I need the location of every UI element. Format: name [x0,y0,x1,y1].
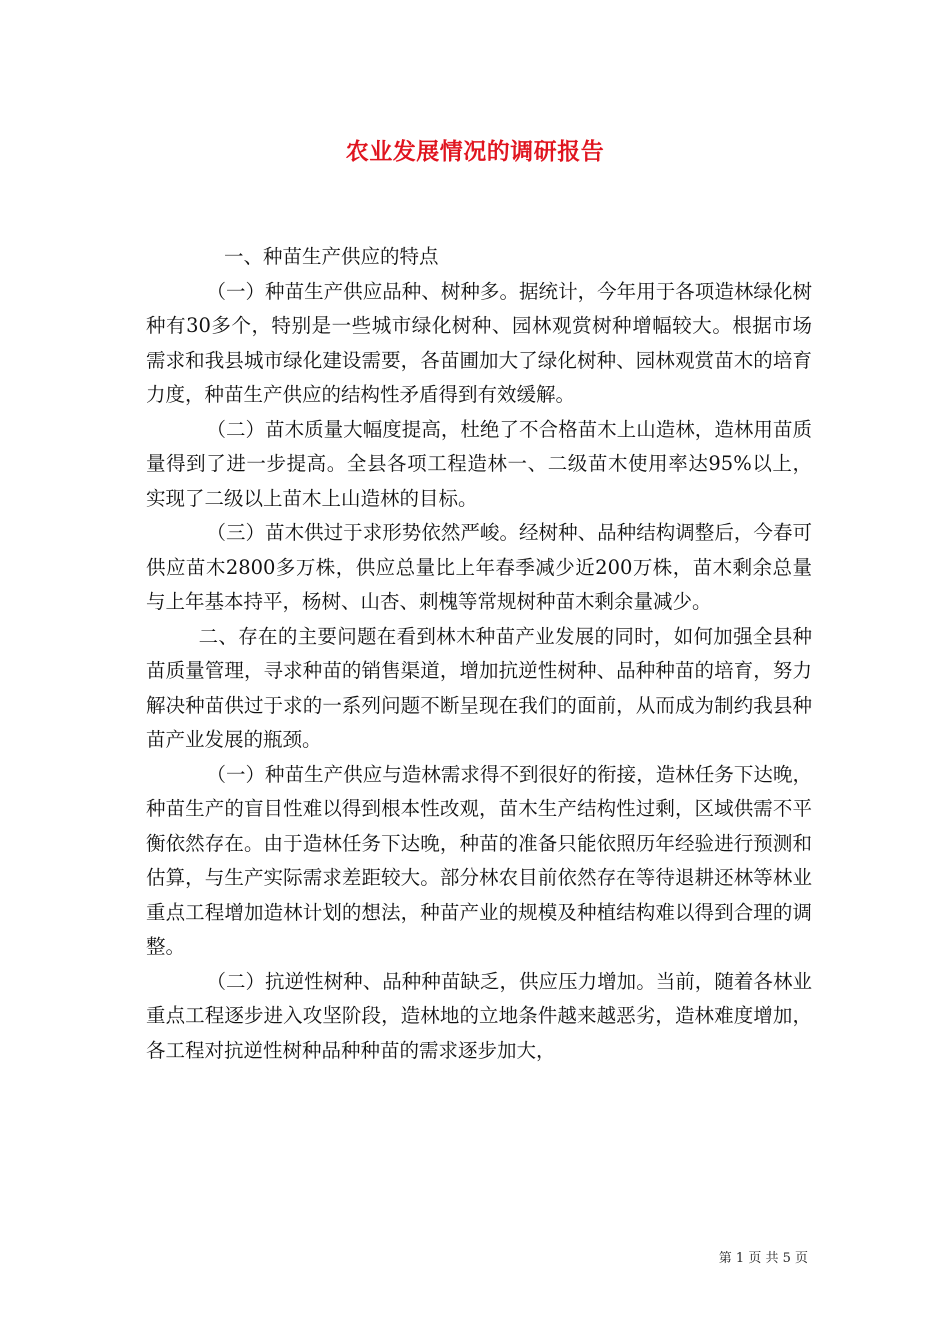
paragraph-1-1: （一）种苗生产供应品种、树种多。据统计，今年用于各项造林绿化树种有30多个，特别是一些城市绿化树种、园林观赏树种增幅较大。根据市场需求和我县城市绿化建设需要，各苗圃加大了绿化树种、园林观赏苗木的培育力度，种苗生产供应的结构性矛盾得到有效缓解。 [146,279,812,406]
paragraph-1-2: （二）苗木质量大幅度提高，杜绝了不合格苗木上山造林，造林用苗质量得到了进一步提高。全县各项工程造林一、二级苗木使用率达95%以上，实现了二级以上苗木上山造林的目标。 [146,417,812,510]
paragraph-2-1: （一）种苗生产供应与造林需求得不到很好的衔接，造林任务下达晚，种苗生产的盲目性难以得到根本性改观，苗木生产结构性过剩，区域供需不平衡依然存在。由于造林任务下达晚，种苗的准备只能依照历年经验进行预测和估算，与生产实际需求差距较大。部分林农目前依然存在等待退耕还林等林业重点工程增加造林计划的想法，种苗产业的规模及种植结构难以得到合理的调整。 [146,762,812,958]
section-paragraph-2: 二、存在的主要问题在看到林木种苗产业发展的同时，如何加强全县种苗质量管理，寻求种苗的销售渠道，增加抗逆性树种、品种种苗的培育，努力解决种苗供过于求的一系列问题不断呈现在我们的面前，从而成为制约我县种苗产业发展的瓶颈。 [146,624,812,751]
section-heading-1: 一、种苗生产供应的特点 [224,245,439,268]
document-body [146,240,812,1068]
paragraph-2-2: （二）抗逆性树种、品种种苗缺乏，供应压力增加。当前，随着各林业重点工程逐步进入攻坚阶段，造林地的立地条件越来越恶劣，造林难度增加，各工程对抗逆性树种品种种苗的需求逐步加大， [146,969,812,1062]
page-footer: 第 1 页 共 5 页 [718,1251,808,1266]
document-title: 农业发展情况的调研报告 [345,138,605,165]
paragraph-1-3: （三）苗木供过于求形势依然严峻。经树种、品种结构调整后，今春可供应苗木2800多万株，供应总量比上年春季减少近200万株，苗木剩余总量与上年基本持平，杨树、山杏、刺槐等常规树种苗木剩余量减少。 [146,521,812,613]
